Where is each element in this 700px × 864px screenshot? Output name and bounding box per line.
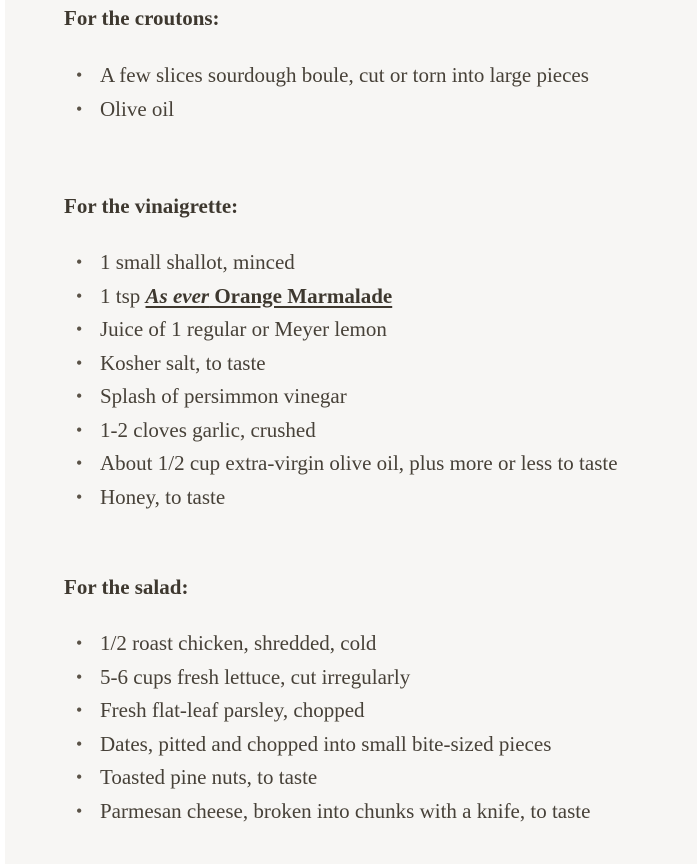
croutons-list xyxy=(5,59,635,126)
list-item: • 1 tsp As ever Orange Marmalade xyxy=(5,280,635,314)
bullet-icon: • xyxy=(76,285,83,306)
list-item: • Toasted pine nuts, to taste xyxy=(5,761,635,795)
list-item: • Dates, pitted and chopped into small bite-sized pieces xyxy=(5,728,635,762)
list-item: • Fresh flat-leaf parsley, chopped xyxy=(5,694,635,728)
list-item: • Honey, to taste xyxy=(5,481,635,515)
list-item: • 1/2 roast chicken, shredded, cold xyxy=(5,627,635,661)
list-item: • Parmesan cheese, broken into chunks with a knife, to taste xyxy=(5,795,635,829)
list-item: • Splash of persimmon vinegar xyxy=(5,380,635,414)
bullet-icon: • xyxy=(76,486,83,507)
list-item: • 5-6 cups fresh lettuce, cut irregularly xyxy=(5,661,635,695)
list-item: • Olive oil xyxy=(5,93,635,127)
bullet-icon: • xyxy=(76,666,83,687)
list-item: • 1-2 cloves garlic, crushed xyxy=(5,414,635,448)
orange-marmalade-link[interactable]: As ever Orange Marmalade xyxy=(145,283,393,308)
bullet-icon: • xyxy=(76,453,83,473)
vinaigrette-list xyxy=(5,246,635,514)
bullet-icon: • xyxy=(76,386,83,406)
bullet-icon: • xyxy=(76,319,83,339)
recipe-ingredients-page xyxy=(5,0,697,864)
bullet-icon: • xyxy=(76,700,83,720)
vinaigrette-heading: For the vinaigrette: xyxy=(64,194,239,218)
list-item: • Juice of 1 regular or Meyer lemon xyxy=(5,313,635,347)
bullet-icon: • xyxy=(76,352,83,373)
bullet-icon: • xyxy=(76,252,83,272)
croutons-heading: For the croutons: xyxy=(64,6,220,30)
bullet-icon: • xyxy=(76,98,83,119)
salad-heading: For the salad: xyxy=(64,575,189,599)
salad-list xyxy=(5,627,635,828)
bullet-icon: • xyxy=(76,633,83,653)
bullet-icon: • xyxy=(76,733,83,754)
list-item: • A few slices sourdough boule, cut or torn into large pieces xyxy=(5,59,635,93)
bullet-icon: • xyxy=(76,767,83,787)
list-item: • 1 small shallot, minced xyxy=(5,246,635,280)
list-item: • About 1/2 cup extra-virgin olive oil, plus more or less to taste xyxy=(5,447,635,481)
bullet-icon: • xyxy=(76,800,83,821)
bullet-icon: • xyxy=(76,419,83,440)
bullet-icon: • xyxy=(76,65,83,85)
list-item: • Kosher salt, to taste xyxy=(5,347,635,381)
